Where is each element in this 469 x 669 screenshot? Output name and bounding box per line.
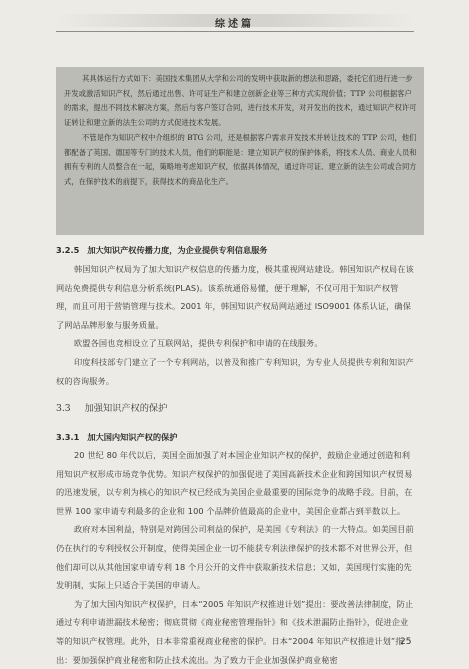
section-3-3-1 xyxy=(56,428,414,669)
case-study-box xyxy=(56,67,424,235)
section-heading-3-2-5 xyxy=(56,240,414,260)
section-title: 加大知识产权传播力度，为企业提供专利信息服务 xyxy=(87,245,268,255)
section-3-3 xyxy=(56,399,414,419)
paragraph: 政府对本国利益，特别是对跨国公司利益的保护，是美国《专利法》的一大特点。如美国目前仍在执行的专利授权公开制度，使得美国企业一切不能获专利法律保护的技术都不对世界公开，但他们却可以从其他国家申请专利 18 个月公开的文件中获取新技术信息；又如，美国现行实施的先发明制，实际上只适合于美国的申请人。 xyxy=(56,524,414,591)
section-number: 3.3 xyxy=(56,403,71,414)
section-title: 加强知识产权的保护 xyxy=(84,403,168,414)
section-number: 3.2.5 xyxy=(56,245,80,255)
paragraph: 20 世纪 80 年代以后，美国全面加强了对本国企业知识产权的保护，鼓励企业通过创造和利用知识产权形成市场竞争优势。知识产权保护的加强促进了美国高新技术企业和跨国知识产权贸易的迅速发展，以专利为核心的知识产权已经成为美国企业最重要的国际竞争的战略手段。目前，在世界 100 家申请专利最多的企业和 100 个品牌价值最高的企业中，美国企业都占到半数以上。 xyxy=(56,450,413,516)
section-number: 3.3.1 xyxy=(56,432,80,442)
paragraph: 为了加大国内知识产权保护，日本“2005 年知识产权推进计划”提出：要改善法律制度，防止通过专利申请泄漏技术秘密；彻底贯彻《商业秘密管理指针》和《技术泄漏防止指针》，促进企业等的知识产权管理。此外，日本非常重视商业秘密的保护。日本“2004 年知识产权推进计划”指出：要加强保护商业秘密和防止技术流出。为了致力于企业加强保护商业秘密 xyxy=(56,598,414,665)
page-header-title: 综述篇 xyxy=(215,19,254,30)
header-rule xyxy=(56,31,414,32)
section-heading-3-3 xyxy=(56,399,414,419)
paragraph: 欧盟各国也竞相设立了互联网站，提供专利保护和申请的在线服务。 xyxy=(74,338,323,349)
paragraph: 印度科技部专门建立了一个专利网站，以普及和推广专利知识，为专业人员提供专利和知识产权的咨询服务。 xyxy=(56,356,414,386)
section-heading-3-3-1 xyxy=(56,428,414,446)
section-title: 加大国内知识产权的保护 xyxy=(87,432,178,442)
box-paragraph-1: 其具体运行方式如下：美国技术集团从大学和公司的发明中获取新的想法和思路，委托它们进行进一步开发或激活知识产权，然后通过出售、许可证生产和建立创新企业等三种方式实现价值；TTP 公司根据客户的需求，提出不同技术解决方案，然后与客户签订合同，进行技术开发，对开发出的技术，通过知识产权许可证转让和建立新的法生公司的方式促进技术发展。 xyxy=(64,74,417,128)
box-paragraph-2: 不管是作为知识产权中介组织的 BTG 公司，还是根据客户需求开发技术并转让技术的 TTP 公司，他们都配备了英国、德国等专门的技术人员，他们的职能是：建立知识产权的保护体系，将技术人员、商业人员和拥有专利的人员整合在一起，策略地考虑知识产权，依据具体情况，通过许可证、建立新的法生公司或合同方式，在保护技术的前提下，获得技术的商品化生产。 xyxy=(64,132,417,186)
section-3-2-5 xyxy=(56,240,414,390)
paragraph: 韩国知识产权局为了加大知识产权信息的传播力度，极其重视网站建设。韩国知识产权局在该网站免费提供专利信息分析系统(PLAS)。该系统通俗易懂，便于理解，不仅可用于知识产权管理，而且可用于营销管理与技术。2001 年，韩国知识产权局网站通过 ISO9001 体系认证，确保了网站品牌形象与服务质量。 xyxy=(56,264,414,330)
page-number: 25 xyxy=(400,637,412,647)
